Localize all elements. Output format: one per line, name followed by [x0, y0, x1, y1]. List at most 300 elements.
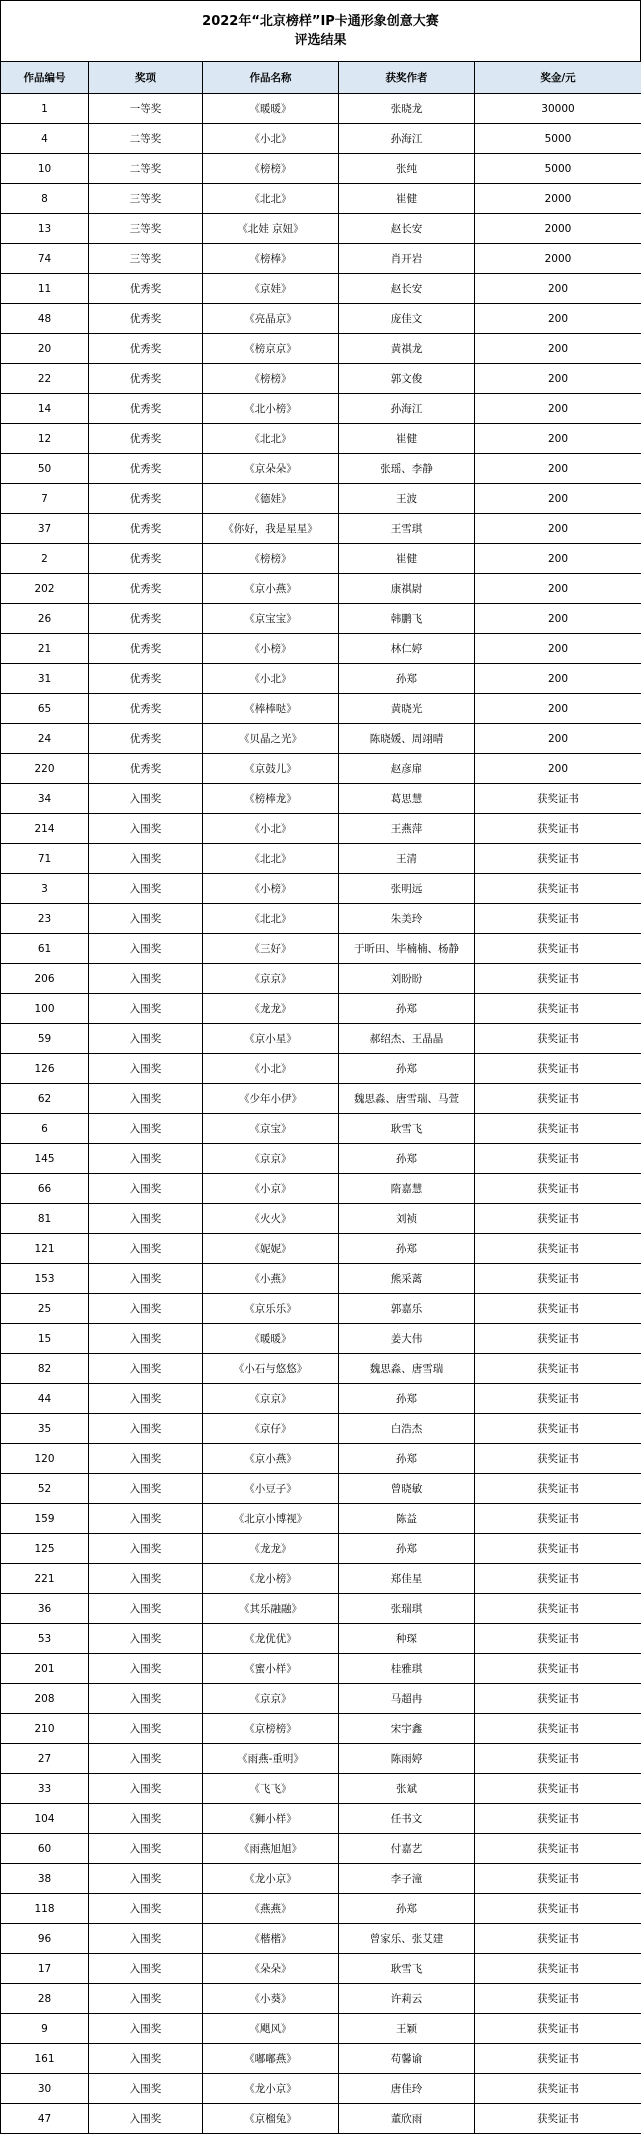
cell-work: 《榜榜》	[203, 364, 339, 394]
cell-prize: 200	[475, 724, 641, 754]
table-row	[1, 1564, 641, 1594]
cell-work: 《雨燕旭旭》	[203, 1834, 339, 1864]
cell-prize: 获奖证书	[475, 1054, 641, 1084]
cell-work: 《狮小样》	[203, 1804, 339, 1834]
cell-award: 优秀奖	[89, 334, 203, 364]
cell-author: 庞佳文	[339, 304, 475, 334]
cell-work: 《龙小京》	[203, 2074, 339, 2104]
cell-prize: 获奖证书	[475, 1474, 641, 1504]
cell-prize: 获奖证书	[475, 1624, 641, 1654]
cell-award: 入围奖	[89, 964, 203, 994]
cell-id: 6	[1, 1114, 89, 1144]
table-row	[1, 1084, 641, 1114]
cell-id: 23	[1, 904, 89, 934]
cell-author: 刘祯	[339, 1204, 475, 1234]
cell-id: 27	[1, 1744, 89, 1774]
cell-award: 优秀奖	[89, 304, 203, 334]
cell-prize: 获奖证书	[475, 1804, 641, 1834]
cell-work: 《蜜小样》	[203, 1654, 339, 1684]
cell-author: 陈晓媛、周翊晴	[339, 724, 475, 754]
table-row	[1, 1264, 641, 1294]
cell-prize: 获奖证书	[475, 874, 641, 904]
cell-award: 入围奖	[89, 1444, 203, 1474]
cell-id: 2	[1, 544, 89, 574]
cell-award: 三等奖	[89, 184, 203, 214]
cell-id: 104	[1, 1804, 89, 1834]
cell-author: 赵长安	[339, 274, 475, 304]
cell-prize: 获奖证书	[475, 1384, 641, 1414]
cell-prize: 获奖证书	[475, 934, 641, 964]
cell-id: 7	[1, 484, 89, 514]
cell-work: 《燕燕》	[203, 1894, 339, 1924]
table-row	[1, 724, 641, 754]
cell-author: 曾家乐、张艾建	[339, 1924, 475, 1954]
cell-id: 126	[1, 1054, 89, 1084]
cell-prize: 获奖证书	[475, 2014, 641, 2044]
cell-work: 《京娃》	[203, 274, 339, 304]
col-header-work: 作品名称	[203, 62, 339, 94]
cell-prize: 200	[475, 694, 641, 724]
cell-work: 《京乐乐》	[203, 1294, 339, 1324]
table-row	[1, 1054, 641, 1084]
cell-award: 入围奖	[89, 994, 203, 1024]
page-title: 2022年“北京榜样”IP卡通形象创意大赛	[202, 12, 439, 31]
cell-id: 13	[1, 214, 89, 244]
cell-work: 《北小榜》	[203, 394, 339, 424]
cell-id: 52	[1, 1474, 89, 1504]
table-row	[1, 784, 641, 814]
cell-work: 《北北》	[203, 424, 339, 454]
cell-author: 康祺尉	[339, 574, 475, 604]
cell-award: 入围奖	[89, 1894, 203, 1924]
cell-author: 曾晓敏	[339, 1474, 475, 1504]
cell-work: 《龙小京》	[203, 1864, 339, 1894]
cell-id: 121	[1, 1234, 89, 1264]
cell-award: 入围奖	[89, 1084, 203, 1114]
table-row	[1, 694, 641, 724]
cell-award: 优秀奖	[89, 754, 203, 784]
cell-award: 入围奖	[89, 1714, 203, 1744]
cell-award: 入围奖	[89, 1054, 203, 1084]
cell-id: 22	[1, 364, 89, 394]
cell-prize: 获奖证书	[475, 994, 641, 1024]
cell-prize: 获奖证书	[475, 1144, 641, 1174]
cell-id: 25	[1, 1294, 89, 1324]
cell-work: 《棒棒哒》	[203, 694, 339, 724]
cell-author: 董欣雨	[339, 2104, 475, 2134]
cell-id: 100	[1, 994, 89, 1024]
cell-author: 孙郑	[339, 1444, 475, 1474]
cell-prize: 获奖证书	[475, 1204, 641, 1234]
cell-award: 入围奖	[89, 1564, 203, 1594]
cell-award: 入围奖	[89, 934, 203, 964]
cell-work: 《榜棒龙》	[203, 784, 339, 814]
cell-id: 47	[1, 2104, 89, 2134]
cell-author: 韩鹏飞	[339, 604, 475, 634]
cell-award: 入围奖	[89, 1324, 203, 1354]
cell-prize: 2000	[475, 244, 641, 274]
cell-work: 《暖暖》	[203, 94, 339, 124]
cell-prize: 获奖证书	[475, 1264, 641, 1294]
cell-prize: 获奖证书	[475, 1174, 641, 1204]
col-header-prize: 奖金/元	[475, 62, 641, 94]
cell-work: 《德娃》	[203, 484, 339, 514]
cell-work: 《北北》	[203, 904, 339, 934]
cell-author: 付嘉艺	[339, 1834, 475, 1864]
cell-award: 入围奖	[89, 814, 203, 844]
page-subtitle: 评选结果	[294, 31, 346, 50]
cell-prize: 获奖证书	[475, 1534, 641, 1564]
cell-work: 《飞飞》	[203, 1774, 339, 1804]
table-row	[1, 1624, 641, 1654]
cell-id: 11	[1, 274, 89, 304]
cell-author: 孙郑	[339, 1144, 475, 1174]
cell-work: 《小北》	[203, 814, 339, 844]
cell-award: 优秀奖	[89, 274, 203, 304]
cell-work: 《暖暖》	[203, 1324, 339, 1354]
cell-id: 202	[1, 574, 89, 604]
table-row	[1, 214, 641, 244]
cell-prize: 200	[475, 754, 641, 784]
cell-award: 入围奖	[89, 874, 203, 904]
table-row	[1, 1174, 641, 1204]
cell-work: 《京小燕》	[203, 1444, 339, 1474]
cell-prize: 获奖证书	[475, 1924, 641, 1954]
cell-id: 38	[1, 1864, 89, 1894]
cell-prize: 200	[475, 544, 641, 574]
table-row	[1, 1144, 641, 1174]
cell-prize: 获奖证书	[475, 1234, 641, 1264]
cell-id: 35	[1, 1414, 89, 1444]
cell-prize: 获奖证书	[475, 1594, 641, 1624]
cell-prize: 获奖证书	[475, 1714, 641, 1744]
cell-award: 入围奖	[89, 1534, 203, 1564]
cell-work: 《小京》	[203, 1174, 339, 1204]
cell-prize: 获奖证书	[475, 904, 641, 934]
cell-author: 张瑶、李静	[339, 454, 475, 484]
cell-author: 王颖	[339, 2014, 475, 2044]
cell-author: 葛思慧	[339, 784, 475, 814]
cell-prize: 获奖证书	[475, 1414, 641, 1444]
cell-award: 入围奖	[89, 1474, 203, 1504]
cell-author: 崔健	[339, 424, 475, 454]
table-row	[1, 274, 641, 304]
table-row	[1, 1414, 641, 1444]
cell-author: 孙郑	[339, 994, 475, 1024]
cell-work: 《京榜榜》	[203, 1714, 339, 1744]
cell-author: 黄祺龙	[339, 334, 475, 364]
cell-id: 71	[1, 844, 89, 874]
table-row	[1, 544, 641, 574]
cell-work: 《北娃 京妞》	[203, 214, 339, 244]
cell-work: 《小北》	[203, 1054, 339, 1084]
cell-award: 优秀奖	[89, 394, 203, 424]
cell-author: 张晓龙	[339, 94, 475, 124]
cell-author: 郝绍杰、王晶晶	[339, 1024, 475, 1054]
cell-award: 入围奖	[89, 1384, 203, 1414]
cell-id: 53	[1, 1624, 89, 1654]
cell-award: 入围奖	[89, 1294, 203, 1324]
cell-id: 21	[1, 634, 89, 664]
cell-prize: 200	[475, 394, 641, 424]
cell-work: 《贝晶之光》	[203, 724, 339, 754]
cell-author: 崔健	[339, 184, 475, 214]
table-row	[1, 1024, 641, 1054]
cell-author: 孙郑	[339, 664, 475, 694]
cell-author: 任书文	[339, 1804, 475, 1834]
cell-work: 《小榜》	[203, 634, 339, 664]
table-row	[1, 454, 641, 484]
cell-prize: 200	[475, 664, 641, 694]
cell-work: 《京小星》	[203, 1024, 339, 1054]
cell-award: 入围奖	[89, 1144, 203, 1174]
table-row	[1, 1954, 641, 1984]
cell-award: 优秀奖	[89, 544, 203, 574]
table-row	[1, 244, 641, 274]
cell-id: 145	[1, 1144, 89, 1174]
table-row	[1, 1834, 641, 1864]
cell-prize: 200	[475, 634, 641, 664]
cell-work: 《北京小博视》	[203, 1504, 339, 1534]
cell-author: 王清	[339, 844, 475, 874]
cell-id: 66	[1, 1174, 89, 1204]
cell-prize: 获奖证书	[475, 1354, 641, 1384]
cell-award: 入围奖	[89, 1744, 203, 1774]
cell-award: 入围奖	[89, 844, 203, 874]
cell-prize: 30000	[475, 94, 641, 124]
table-row	[1, 394, 641, 424]
cell-author: 唐佳玲	[339, 2074, 475, 2104]
table-row	[1, 874, 641, 904]
table-row	[1, 754, 641, 784]
cell-work: 《龙龙》	[203, 994, 339, 1024]
cell-prize: 获奖证书	[475, 1864, 641, 1894]
cell-work: 《少年小伊》	[203, 1084, 339, 1114]
cell-author: 孙郑	[339, 1894, 475, 1924]
cell-author: 黄晓光	[339, 694, 475, 724]
cell-award: 优秀奖	[89, 364, 203, 394]
cell-work: 《嘟嘟燕》	[203, 2044, 339, 2074]
table-row	[1, 1924, 641, 1954]
cell-prize: 获奖证书	[475, 1294, 641, 1324]
cell-id: 44	[1, 1384, 89, 1414]
table-row	[1, 1864, 641, 1894]
cell-author: 魏思淼、唐雪瑞	[339, 1354, 475, 1384]
cell-prize: 获奖证书	[475, 1504, 641, 1534]
cell-award: 三等奖	[89, 244, 203, 274]
cell-id: 1	[1, 94, 89, 124]
cell-award: 优秀奖	[89, 634, 203, 664]
cell-work: 《火火》	[203, 1204, 339, 1234]
table-row	[1, 904, 641, 934]
cell-work: 《榜榜》	[203, 154, 339, 184]
cell-author: 王波	[339, 484, 475, 514]
cell-work: 《榜棒》	[203, 244, 339, 274]
cell-prize: 获奖证书	[475, 964, 641, 994]
table-row	[1, 514, 641, 544]
cell-id: 28	[1, 1984, 89, 2014]
cell-id: 3	[1, 874, 89, 904]
cell-author: 林仁婷	[339, 634, 475, 664]
cell-id: 30	[1, 2074, 89, 2104]
cell-prize: 5000	[475, 124, 641, 154]
cell-work: 《北北》	[203, 844, 339, 874]
table-body	[1, 94, 641, 2134]
cell-author: 耿雪飞	[339, 1954, 475, 1984]
cell-id: 15	[1, 1324, 89, 1354]
cell-award: 入围奖	[89, 1354, 203, 1384]
cell-award: 入围奖	[89, 1864, 203, 1894]
table-row	[1, 1444, 641, 1474]
table-row	[1, 2104, 641, 2134]
cell-award: 入围奖	[89, 1414, 203, 1444]
table-row	[1, 1654, 641, 1684]
cell-award: 优秀奖	[89, 664, 203, 694]
table-row	[1, 1774, 641, 1804]
cell-id: 201	[1, 1654, 89, 1684]
cell-work: 《京宝》	[203, 1114, 339, 1144]
cell-id: 74	[1, 244, 89, 274]
table-row	[1, 1984, 641, 2014]
table-row	[1, 934, 641, 964]
cell-work: 《京鼓儿》	[203, 754, 339, 784]
table-row	[1, 154, 641, 184]
cell-author: 崔健	[339, 544, 475, 574]
cell-id: 61	[1, 934, 89, 964]
table-row	[1, 964, 641, 994]
cell-id: 33	[1, 1774, 89, 1804]
cell-author: 熊采蓠	[339, 1264, 475, 1294]
cell-work: 《京小燕》	[203, 574, 339, 604]
cell-prize: 200	[475, 364, 641, 394]
cell-prize: 获奖证书	[475, 1684, 641, 1714]
cell-id: 210	[1, 1714, 89, 1744]
cell-author: 桂雅琪	[339, 1654, 475, 1684]
cell-id: 31	[1, 664, 89, 694]
table-row	[1, 1114, 641, 1144]
cell-author: 孙海江	[339, 394, 475, 424]
cell-work: 《龙龙》	[203, 1534, 339, 1564]
cell-work: 《小石与悠悠》	[203, 1354, 339, 1384]
cell-author: 王雪琪	[339, 514, 475, 544]
cell-award: 优秀奖	[89, 694, 203, 724]
cell-work: 《小葵》	[203, 1984, 339, 2014]
cell-prize: 获奖证书	[475, 1324, 641, 1354]
table-row	[1, 2044, 641, 2074]
header-row	[1, 62, 641, 94]
cell-prize: 2000	[475, 184, 641, 214]
cell-author: 耿雪飞	[339, 1114, 475, 1144]
cell-id: 4	[1, 124, 89, 154]
cell-id: 26	[1, 604, 89, 634]
cell-id: 118	[1, 1894, 89, 1924]
cell-author: 孙郑	[339, 1534, 475, 1564]
cell-work: 《朵朵》	[203, 1954, 339, 1984]
cell-prize: 获奖证书	[475, 2104, 641, 2134]
cell-work: 《龙小榜》	[203, 1564, 339, 1594]
cell-award: 入围奖	[89, 784, 203, 814]
cell-id: 206	[1, 964, 89, 994]
table-row	[1, 124, 641, 154]
cell-prize: 获奖证书	[475, 1984, 641, 2014]
table-row	[1, 1744, 641, 1774]
cell-author: 陈益	[339, 1504, 475, 1534]
table-row	[1, 664, 641, 694]
cell-prize: 200	[475, 604, 641, 634]
table-row	[1, 184, 641, 214]
cell-work: 《楷楷》	[203, 1924, 339, 1954]
cell-award: 入围奖	[89, 1774, 203, 1804]
cell-author: 隋嘉慧	[339, 1174, 475, 1204]
cell-author: 魏思淼、唐雪瑞、马萱	[339, 1084, 475, 1114]
cell-id: 120	[1, 1444, 89, 1474]
cell-award: 入围奖	[89, 1624, 203, 1654]
cell-work: 《北北》	[203, 184, 339, 214]
cell-id: 17	[1, 1954, 89, 1984]
cell-work: 《三好》	[203, 934, 339, 964]
cell-award: 入围奖	[89, 2044, 203, 2074]
table-row	[1, 1324, 641, 1354]
cell-id: 125	[1, 1534, 89, 1564]
cell-author: 赵彦扉	[339, 754, 475, 784]
cell-award: 二等奖	[89, 124, 203, 154]
cell-id: 81	[1, 1204, 89, 1234]
cell-id: 9	[1, 2014, 89, 2044]
cell-id: 10	[1, 154, 89, 184]
cell-award: 入围奖	[89, 1594, 203, 1624]
cell-work: 《小北》	[203, 664, 339, 694]
cell-author: 李子潼	[339, 1864, 475, 1894]
table-row	[1, 334, 641, 364]
cell-award: 三等奖	[89, 214, 203, 244]
cell-id: 60	[1, 1834, 89, 1864]
title-block	[0, 0, 641, 61]
cell-work: 《小豆子》	[203, 1474, 339, 1504]
cell-id: 82	[1, 1354, 89, 1384]
cell-prize: 200	[475, 424, 641, 454]
cell-work: 《其乐融融》	[203, 1594, 339, 1624]
table-row	[1, 1204, 641, 1234]
cell-id: 24	[1, 724, 89, 754]
cell-id: 221	[1, 1564, 89, 1594]
table-row	[1, 1684, 641, 1714]
table-row	[1, 94, 641, 124]
cell-award: 入围奖	[89, 1804, 203, 1834]
cell-author: 郑佳星	[339, 1564, 475, 1594]
cell-award: 入围奖	[89, 2074, 203, 2104]
cell-author: 陈雨婷	[339, 1744, 475, 1774]
cell-work: 《榜榜》	[203, 544, 339, 574]
cell-prize: 获奖证书	[475, 844, 641, 874]
cell-author: 马超冉	[339, 1684, 475, 1714]
cell-prize: 200	[475, 304, 641, 334]
cell-work: 《京朵朵》	[203, 454, 339, 484]
cell-prize: 200	[475, 334, 641, 364]
cell-author: 王燕萍	[339, 814, 475, 844]
cell-work: 《小北》	[203, 124, 339, 154]
table-row	[1, 604, 641, 634]
cell-author: 苟馨谕	[339, 2044, 475, 2074]
cell-award: 优秀奖	[89, 604, 203, 634]
cell-prize: 获奖证书	[475, 1894, 641, 1924]
cell-award: 入围奖	[89, 2104, 203, 2134]
cell-work: 《小燕》	[203, 1264, 339, 1294]
cell-prize: 200	[475, 454, 641, 484]
cell-work: 《飓风》	[203, 2014, 339, 2044]
table-row	[1, 1384, 641, 1414]
cell-id: 8	[1, 184, 89, 214]
cell-award: 入围奖	[89, 1654, 203, 1684]
